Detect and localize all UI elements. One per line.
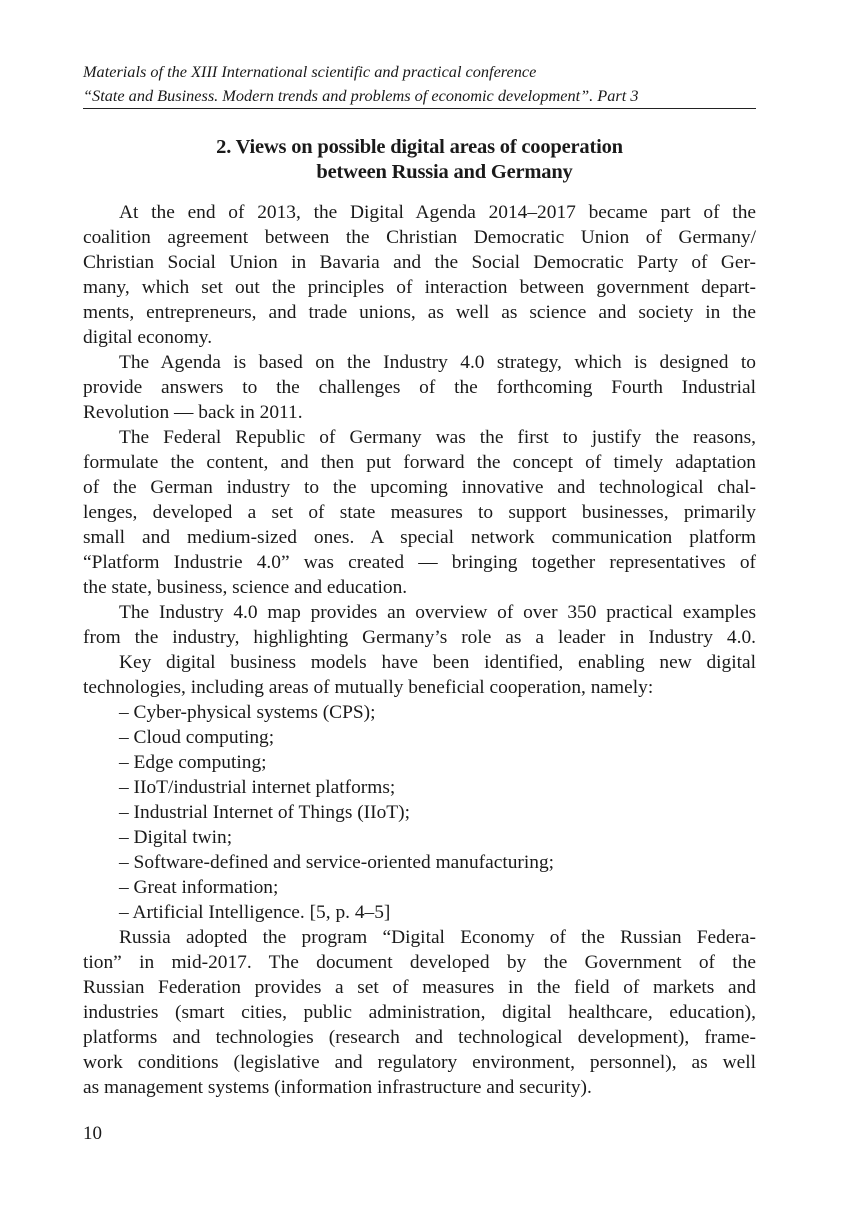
section-title-line-1: 2. Views on possible digital areas of cooperation (216, 136, 623, 158)
paragraph (83, 650, 756, 700)
text-line: provide answers to the challenges of the forthcoming Fourth Industrial (83, 377, 756, 398)
text-line: technologies, including areas of mutually beneficial cooperation, namely: (83, 677, 654, 698)
list-item: – Industrial Internet of Things (IIoT); (119, 802, 410, 823)
running-header-line-2: “State and Business. Modern trends and problems of economic development”. Part 3 (83, 86, 639, 105)
text-line: Russia adopted the program “Digital Economy of the Russian Federa- (119, 927, 756, 948)
list-item: – Great information; (119, 877, 279, 898)
text-line: Christian Social Union in Bavaria and the Social Democratic Party of Ger- (83, 252, 756, 273)
list-item: – Cloud computing; (119, 727, 275, 748)
text-line: work conditions (legislative and regulatory environment, personnel), as well (83, 1052, 756, 1073)
paragraph (83, 425, 756, 600)
text-line: Key digital business models have been identified, enabling new digital (119, 652, 756, 673)
text-line: lenges, developed a set of state measures to support businesses, primarily (83, 502, 756, 523)
list-item: – Edge computing; (119, 752, 267, 773)
section-title-line-2: between Russia and Germany (316, 161, 573, 183)
text-line: small and medium-sized ones. A special network communication platform (83, 527, 756, 548)
text-line: ments, entrepreneurs, and trade unions, as well as science and society in the (83, 302, 756, 323)
text-line: tion” in mid-2017. The document developed by the Government of the (83, 952, 756, 973)
text-line: digital economy. (83, 327, 213, 348)
running-header-line-1: Materials of the XIII International scientific and practical conference (83, 62, 537, 81)
list-item: – Software-defined and service-oriented manufacturing; (119, 852, 555, 873)
text-line: The Industry 4.0 map provides an overview of over 350 practical examples (119, 602, 756, 623)
text-line: The Federal Republic of Germany was the first to justify the reasons, (119, 427, 756, 448)
text-line: formulate the content, and then put forward the concept of timely adaptation (83, 452, 756, 473)
body-text (83, 200, 756, 1100)
paragraph (83, 925, 756, 1100)
paragraph (83, 200, 756, 350)
text-line: platforms and technologies (research and technological development), frame- (83, 1027, 756, 1048)
list-item: – Cyber-physical systems (CPS); (119, 702, 376, 723)
text-line: At the end of 2013, the Digital Agenda 2014–2017 became part of the (119, 202, 756, 223)
bullet-list (83, 700, 756, 925)
text-line: coalition agreement between the Christian Democratic Union of Germany/ (83, 227, 756, 248)
text-line: Russian Federation provides a set of measures in the field of markets and (83, 977, 756, 998)
page-number: 10 (83, 1123, 102, 1144)
section-title (83, 135, 756, 185)
text-line: of the German industry to the upcoming innovative and technological chal- (83, 477, 756, 498)
text-line: The Agenda is based on the Industry 4.0 strategy, which is designed to (119, 352, 756, 373)
paragraph (83, 350, 756, 425)
text-line: “Platform Industrie 4.0” was created — bringing together representatives of (83, 552, 756, 573)
list-item: – Artificial Intelligence. [5, p. 4–5] (119, 902, 391, 923)
running-header (83, 60, 756, 108)
text-line: as management systems (information infrastructure and security). (83, 1077, 592, 1098)
paragraph (83, 600, 756, 650)
text-line: Revolution — back in 2011. (83, 402, 303, 423)
text-line: the state, business, science and education. (83, 577, 408, 598)
text-line: many, which set out the principles of interaction between government depart- (83, 277, 756, 298)
text-line: from the industry, highlighting Germany’s role as a leader in Industry 4.0. (83, 627, 756, 648)
text-line: industries (smart cities, public administration, digital healthcare, education), (83, 1002, 756, 1023)
list-item: – Digital twin; (119, 827, 233, 848)
header-rule (83, 108, 756, 109)
list-item: – IIoT/industrial internet platforms; (119, 777, 396, 798)
